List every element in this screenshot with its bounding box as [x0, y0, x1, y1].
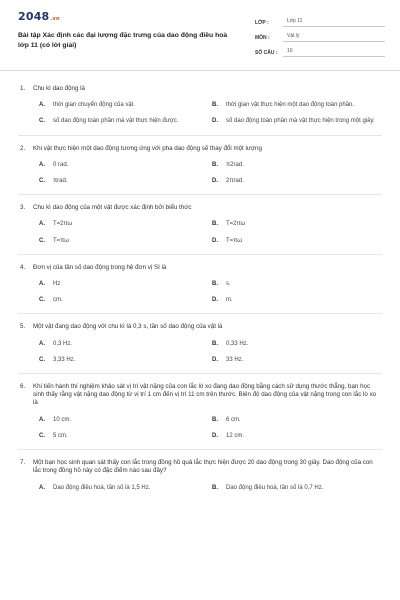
option-text: m. — [226, 297, 233, 304]
question-divider — [18, 373, 382, 374]
options — [39, 280, 380, 304]
question-number: 2. — [20, 144, 26, 152]
option-text: 0,3 Hz. — [53, 340, 73, 347]
question-text: Chu kì dao động của một vật được xác định bởi biểu thức — [33, 204, 192, 212]
meta-row-class — [255, 12, 385, 27]
question-4 — [20, 264, 380, 305]
option-letter: A. — [39, 281, 45, 287]
question-text: Chu kì dao động là — [33, 85, 85, 92]
option-b[interactable] — [212, 416, 385, 424]
option-c[interactable] — [39, 177, 212, 185]
question-number: 6. — [20, 382, 26, 390]
option-letter: A. — [39, 484, 45, 491]
question-divider — [18, 313, 382, 314]
option-letter: D. — [212, 356, 218, 363]
question-divider — [18, 135, 382, 136]
options — [39, 220, 380, 244]
option-b[interactable] — [212, 484, 385, 492]
question-number: 3. — [20, 204, 26, 212]
question-text: Một vật đang dao động với chu kì là 0,3 s, tần số dao động của vật là — [33, 323, 223, 331]
option-text: thời gian vật thực hiện một dao động toàn phần. — [226, 102, 355, 109]
option-c[interactable] — [39, 432, 212, 440]
option-text: 0 rad. — [53, 161, 69, 168]
meta-label: LỚP : — [255, 20, 269, 27]
option-text: s. — [226, 281, 231, 287]
meta-value: 10 — [283, 48, 385, 57]
option-text: πrad. — [53, 178, 68, 184]
question-number: 4. — [20, 263, 26, 271]
meta-info — [255, 12, 385, 57]
question-list — [0, 71, 400, 492]
options — [39, 484, 380, 492]
option-d[interactable] — [212, 356, 385, 364]
option-letter: A. — [39, 416, 45, 423]
option-d[interactable] — [212, 432, 385, 440]
options — [39, 340, 380, 364]
option-letter: D. — [212, 432, 218, 439]
meta-row-count — [255, 42, 385, 57]
option-text: 3,33 Hz. — [53, 356, 76, 363]
options — [39, 416, 380, 440]
option-b[interactable] — [212, 101, 385, 109]
option-letter: B. — [212, 416, 218, 423]
option-c[interactable] — [39, 356, 212, 364]
question-2 — [20, 145, 380, 186]
option-text: số dao động toàn phần mà vật thực hiện trong một giây. — [226, 118, 375, 125]
question-3 — [20, 204, 380, 245]
option-text: T=πω — [226, 237, 242, 244]
question-number: 5. — [20, 323, 26, 331]
option-a[interactable] — [39, 161, 212, 169]
option-text: cm. — [53, 297, 63, 304]
option-d[interactable] — [212, 237, 385, 245]
option-text: 10 cm. — [53, 416, 72, 423]
option-text: 5 cm. — [53, 432, 68, 439]
question-7 — [20, 459, 380, 492]
question-number: 7. — [20, 459, 26, 466]
option-text: số dao động toàn phần mà vật thực hiện được. — [53, 118, 179, 125]
question-text: Một bạn học sinh quan sát thấy con lắc trong đồng hồ quả lắc thực hiện được 20 dao động trong 30 giây. Dao động của con lắc trong đồng hồ này có đặc điểm nào sau đây? — [33, 459, 373, 475]
option-text: thời gian chuyển động của vật. — [53, 102, 135, 109]
option-letter: C. — [39, 237, 45, 244]
question-5 — [20, 323, 380, 364]
option-letter: B. — [212, 102, 218, 109]
meta-row-subject — [255, 27, 385, 42]
option-text: π2rad. — [226, 161, 244, 168]
option-text: T=2πω — [226, 221, 246, 228]
question-divider — [18, 194, 382, 195]
option-text: 2πrad. — [226, 178, 244, 184]
question-text: Khi tiến hành thí nghiệm khảo sát vị trí vật nặng của con lắc lò xo đang dao động bằng cách sử dụng thước thẳng, bạn học sinh thấy rằng vật nặng dao động từ vị trí 1 cm đến vị trí 11 cm trên thước. Biên độ dao động của vật nặng trong con lắc lò xo là — [33, 382, 377, 407]
option-a[interactable] — [39, 484, 212, 492]
option-letter: C. — [39, 297, 45, 304]
option-letter: B. — [212, 340, 218, 347]
option-text: 0,33 Hz. — [226, 340, 249, 347]
logo-text: 2048 — [18, 10, 50, 23]
option-letter: B. — [212, 161, 218, 168]
option-letter: C. — [39, 432, 45, 439]
option-b[interactable] — [212, 161, 385, 169]
logo-suffix: .vn — [50, 16, 60, 22]
option-c[interactable] — [39, 296, 212, 304]
option-letter: D. — [212, 237, 218, 244]
option-letter: B. — [212, 281, 218, 287]
option-b[interactable] — [212, 220, 385, 228]
option-letter: A. — [39, 221, 45, 228]
option-c[interactable] — [39, 237, 212, 245]
option-letter: A. — [39, 102, 45, 109]
option-text: Hz — [53, 281, 61, 287]
options — [39, 161, 380, 185]
options — [39, 101, 380, 125]
option-text: T=2πω — [53, 221, 73, 228]
option-letter: D. — [212, 118, 218, 125]
question-1 — [20, 85, 380, 126]
option-b[interactable] — [212, 340, 385, 348]
meta-value: Lớp 11 — [283, 18, 385, 27]
option-letter: D. — [212, 297, 218, 304]
option-d[interactable] — [212, 177, 385, 185]
page-title: Bài tập Xác định các đại lượng đặc trưng của dao động điều hoà lớp 11 (có lời giải) — [18, 31, 228, 49]
option-a[interactable] — [39, 101, 212, 109]
question-text: Khi vật thực hiện một dao động tương ứng với pha dao động sẽ thay đổi một lượng — [33, 144, 262, 152]
option-text: 6 cm. — [226, 416, 241, 423]
option-a[interactable] — [39, 340, 212, 348]
option-letter: C. — [39, 118, 45, 125]
question-divider — [18, 449, 382, 450]
option-a[interactable] — [39, 416, 212, 424]
option-text: T=πω — [53, 237, 69, 244]
option-text: Dao động điều hoà, tần số là 1,5 Hz. — [53, 484, 151, 491]
option-letter: A. — [39, 340, 45, 347]
option-letter: A. — [39, 161, 45, 168]
meta-label: SỐ CÂU : — [255, 50, 278, 57]
question-6 — [20, 383, 380, 440]
meta-value: Vật lý — [283, 33, 385, 42]
option-d[interactable] — [212, 296, 385, 304]
question-number: 1. — [20, 85, 26, 92]
option-text: 33 Hz. — [226, 356, 244, 363]
option-text: 12 cm. — [226, 432, 245, 439]
option-letter: B. — [212, 221, 218, 228]
option-b[interactable] — [212, 280, 385, 288]
question-divider — [18, 254, 382, 255]
option-letter: C. — [39, 356, 45, 363]
option-letter: C. — [39, 178, 45, 184]
question-text: Đơn vị của tần số dao động trong hệ đơn vị SI là — [33, 263, 167, 271]
option-a[interactable] — [39, 220, 212, 228]
option-a[interactable] — [39, 280, 212, 288]
option-c[interactable] — [39, 117, 212, 125]
option-text: Dao động điều hoà, tần số là 0,7 Hz. — [226, 484, 324, 491]
option-letter: D. — [212, 178, 218, 184]
option-letter: B. — [212, 484, 218, 491]
page-header — [0, 0, 400, 64]
option-d[interactable] — [212, 117, 385, 125]
meta-label: MÔN : — [255, 35, 270, 42]
